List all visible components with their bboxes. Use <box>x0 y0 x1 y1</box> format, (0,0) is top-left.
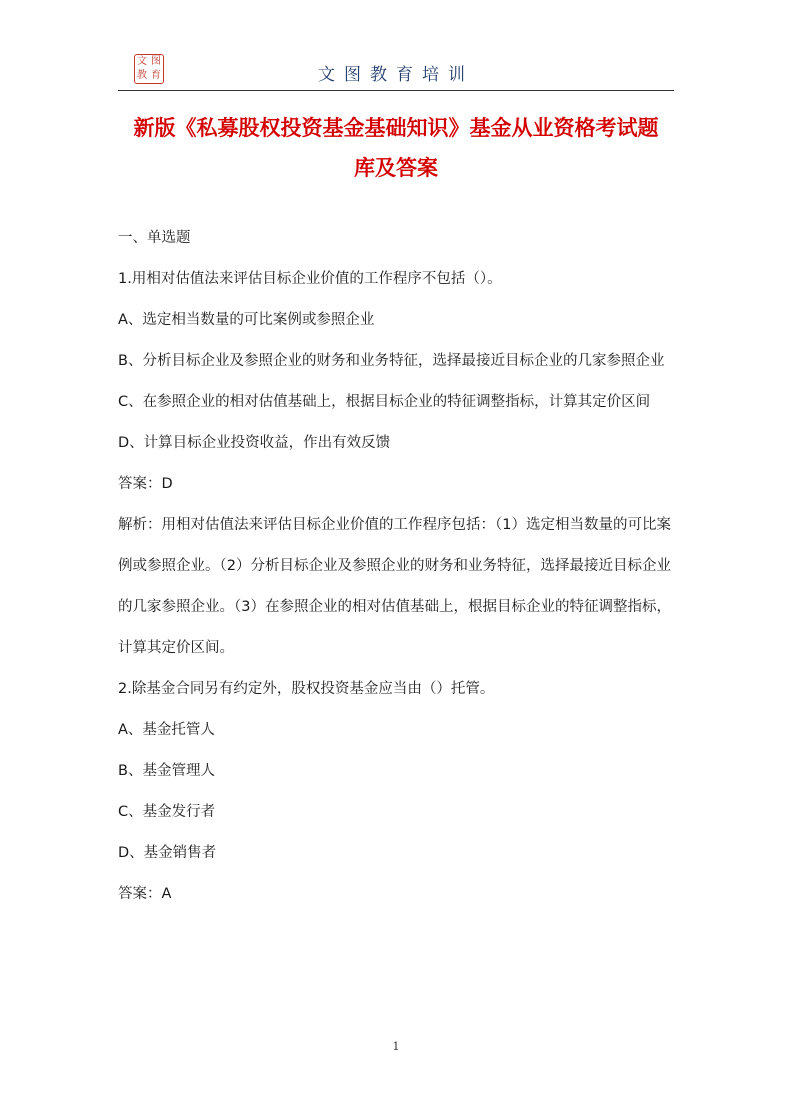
page-header <box>118 50 674 92</box>
question-option: A、基金托管人 <box>118 722 215 738</box>
logo-char: 育 <box>151 70 161 81</box>
document-title <box>118 108 674 188</box>
question-stem: 1.用相对估值法来评估目标企业价值的工作程序不包括（）。 <box>118 271 502 287</box>
document-title-line-2: 库及答案 <box>354 156 438 180</box>
header-title: 文图教育培训 <box>318 65 474 85</box>
question-option: D、基金销售者 <box>118 845 217 861</box>
document-title-line-1: 新版《私募股权投资基金基础知识》基金从业资格考试题 <box>133 116 659 140</box>
question-answer: 答案：A <box>118 886 172 902</box>
question-option: D、计算目标企业投资收益，作出有效反馈 <box>118 435 391 451</box>
section-heading: 一、单选题 <box>118 230 191 246</box>
question-answer: 答案：D <box>118 476 173 492</box>
question-option: B、分析目标企业及参照企业的财务和业务特征，选择最接近目标企业的几家参照企业 <box>118 353 665 369</box>
logo-char: 教 <box>137 70 147 81</box>
logo-char: 图 <box>151 56 161 67</box>
question-option: C、基金发行者 <box>118 804 216 820</box>
question-stem: 2.除基金合同另有约定外，股权投资基金应当由（）托管。 <box>118 681 495 697</box>
page-number: 1 <box>392 1040 400 1053</box>
header-divider <box>118 90 674 91</box>
question-option: B、基金管理人 <box>118 763 215 779</box>
question-option: A、选定相当数量的可比案例或参照企业 <box>118 312 375 328</box>
question-explanation: 解析：用相对估值法来评估目标企业价值的工作程序包括：（1）选定相当数量的可比案例或参照企业。（2）分析目标企业及参照企业的财务和业务特征，选择最接近目标企业的几家参照企业。（3）在参照企业的相对估值基础上，根据目标企业的特征调整指标，计算其定价区间。 <box>118 517 671 656</box>
logo-char: 文 <box>137 56 147 67</box>
document-body <box>118 218 674 915</box>
question-option: C、在参照企业的相对估值基础上，根据目标企业的特征调整指标，计算其定价区间 <box>118 394 651 410</box>
